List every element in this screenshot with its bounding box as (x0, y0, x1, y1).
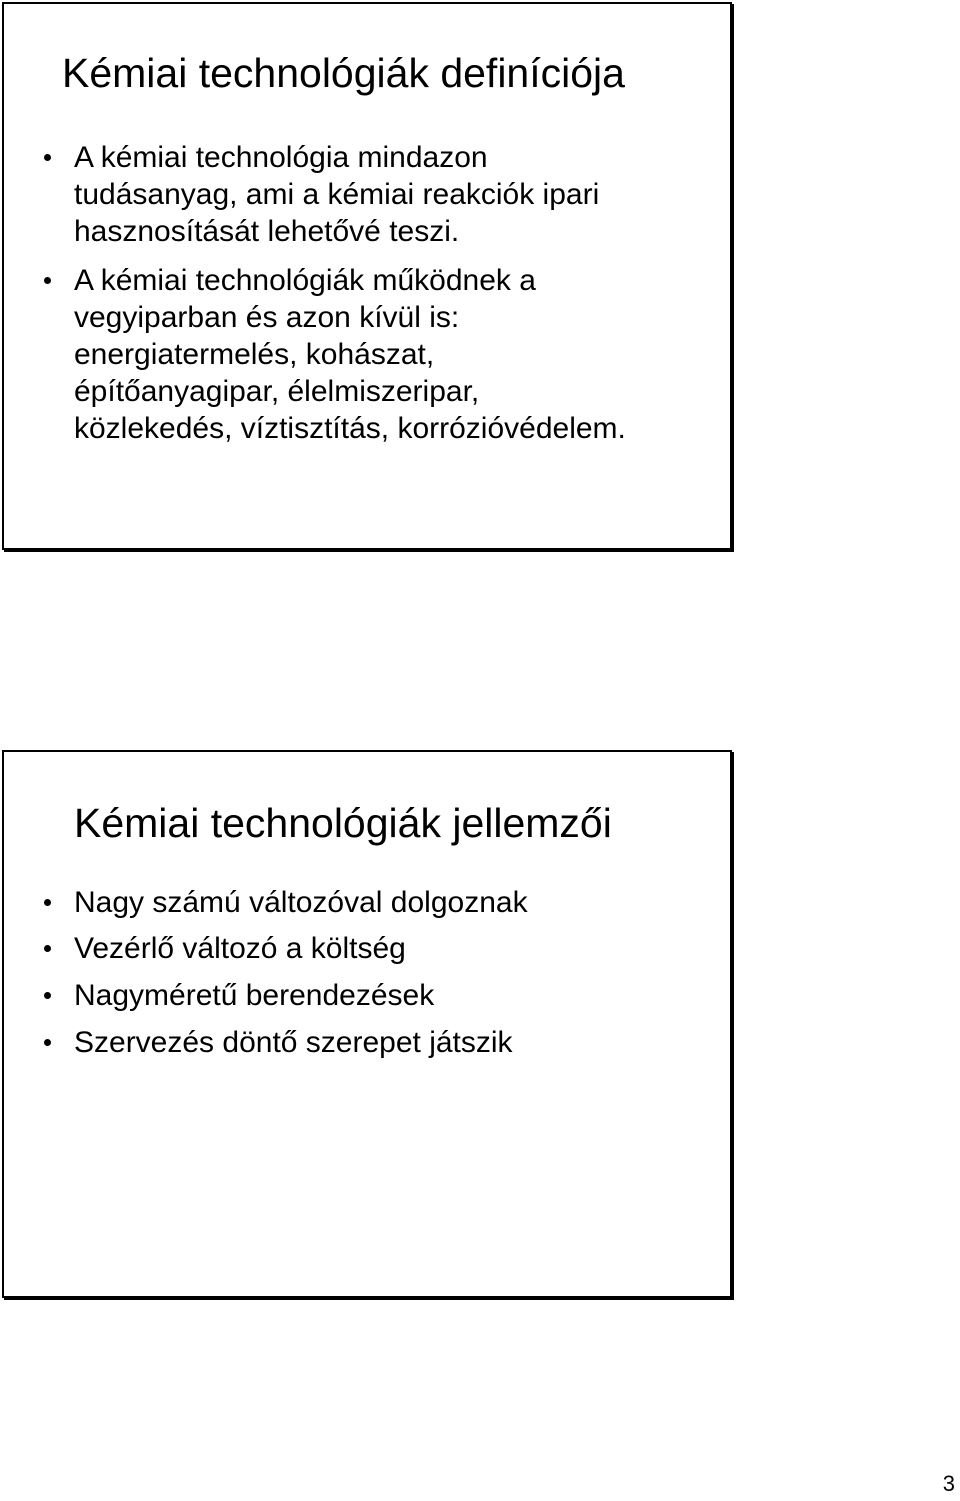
bullet-dot-icon (44, 899, 51, 906)
bullet-text: A kémiai technológia mindazon tudásanyag, ami a kémiai reakciók ipari hasznosítását lehetővé teszi. (74, 141, 600, 248)
bullet-text: Vezérlő változó a költség (74, 932, 406, 965)
bullet-text: Szervezés döntő szerepet játszik (74, 1026, 513, 1059)
slide-title: Kémiai technológiák definíciója (62, 50, 625, 96)
slide-characteristics (2, 750, 732, 1298)
bullet-dot-icon (44, 945, 51, 952)
bullet-text: A kémiai technológiák működnek a vegyiparban és azon kívül is: energiatermelés, kohászat, építőanyagipar, élelmiszeripar, közlekedés, víztisztítás, korrózióvédelem. (74, 264, 626, 445)
bullet-dot-icon (44, 154, 51, 161)
bullet-dot-icon (44, 992, 51, 999)
slide-definition (2, 2, 732, 550)
bullet-dot-icon (44, 1039, 51, 1046)
page-number: 3 (942, 1471, 955, 1496)
bullet-dot-icon (44, 277, 51, 284)
bullet-text: Nagyméretű berendezések (74, 979, 435, 1012)
slide-title: Kémiai technológiák jellemzői (74, 800, 612, 846)
bullet-text: Nagy számú változóval dolgoznak (74, 886, 528, 919)
